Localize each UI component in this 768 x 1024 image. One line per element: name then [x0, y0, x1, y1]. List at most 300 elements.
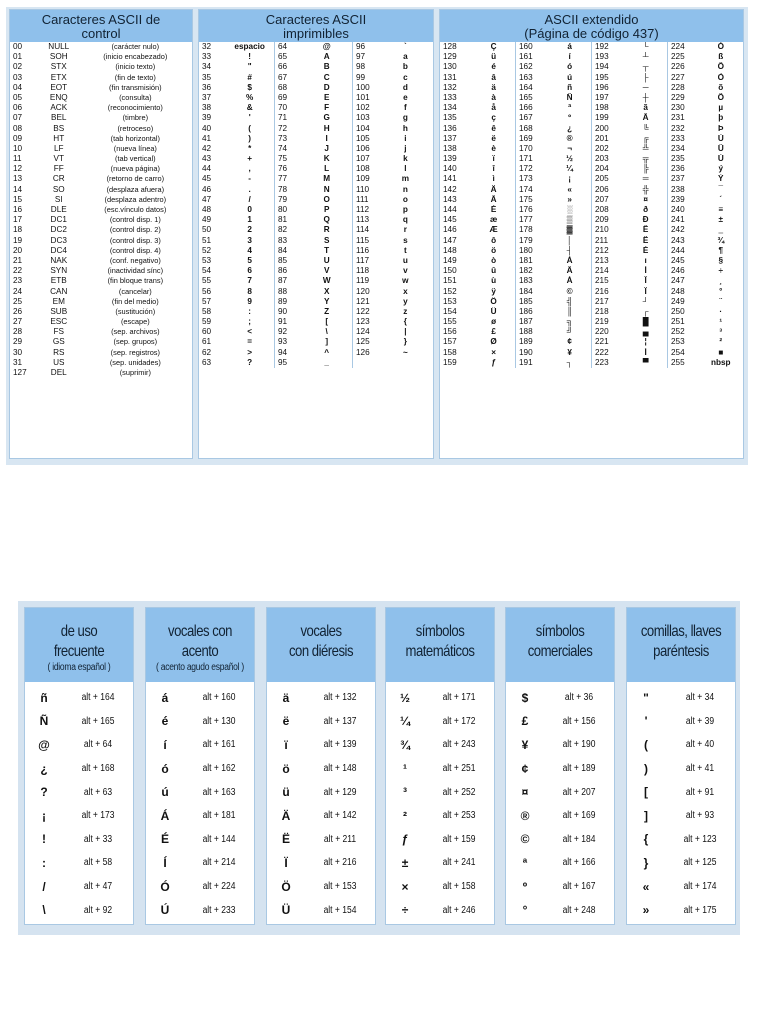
char-code: 75 — [278, 154, 288, 164]
char-glyph: ┐ — [566, 357, 573, 367]
table-row — [353, 62, 431, 72]
char-glyph: I — [325, 133, 328, 143]
shortcut-char: " — [643, 690, 649, 705]
char-glyph: ¦ — [644, 337, 647, 347]
shortcut-box-subtitle: ( acento agudo español ) — [156, 662, 244, 673]
shortcut-box-body — [627, 682, 735, 922]
char-code: 62 — [202, 347, 212, 357]
char-code: 245 — [671, 255, 685, 265]
table-row — [199, 52, 274, 62]
shortcut-char: [ — [644, 785, 648, 800]
char-glyph: G — [323, 113, 330, 123]
shortcut-char: Ë — [281, 832, 290, 847]
shortcut-row — [267, 686, 375, 710]
char-glyph: ░ — [566, 205, 573, 214]
char-code: 35 — [202, 72, 212, 82]
shortcut-alt-code: alt + 132 — [323, 692, 357, 704]
char-abbrev: BS — [53, 123, 65, 133]
char-glyph: 3 — [247, 235, 252, 245]
shortcut-box-header — [267, 608, 375, 682]
table-row — [440, 174, 515, 184]
char-glyph: Y — [323, 296, 330, 306]
table-row — [440, 93, 515, 103]
char-code: 02 — [13, 62, 23, 72]
char-glyph: Å — [490, 194, 497, 204]
table-row — [199, 134, 274, 144]
shortcut-row — [146, 875, 254, 899]
extended-title-line1: ASCII extendido — [544, 12, 639, 27]
table-row — [275, 42, 352, 52]
char-glyph: Ü — [490, 306, 497, 316]
table-row — [275, 358, 352, 368]
char-code: 91 — [278, 317, 288, 327]
table-row — [592, 62, 667, 72]
char-code: 176 — [519, 205, 533, 214]
char-glyph: Ý — [718, 174, 724, 184]
table-row — [275, 256, 352, 266]
char-glyph: Ä — [490, 184, 497, 194]
table-row — [199, 215, 274, 225]
shortcut-char: ² — [403, 808, 407, 823]
table-row — [592, 52, 667, 62]
char-glyph: ´ — [719, 194, 723, 204]
shortcut-char: ¾ — [399, 737, 410, 752]
char-glyph: 5 — [247, 255, 252, 265]
printable-chars-table — [198, 9, 434, 459]
shortcut-row — [25, 875, 133, 899]
char-glyph: N — [323, 184, 330, 194]
char-glyph: Ú — [717, 133, 724, 143]
table-row — [275, 73, 352, 83]
extended-chars-table — [439, 9, 744, 459]
shortcut-row — [146, 828, 254, 852]
table-row — [668, 62, 741, 72]
char-code: 60 — [202, 327, 212, 337]
table-row — [592, 297, 667, 307]
shortcut-char: @ — [38, 737, 50, 752]
char-code: 207 — [595, 194, 609, 204]
shortcut-row — [25, 710, 133, 734]
table-row — [10, 134, 192, 144]
char-glyph: + — [247, 154, 253, 164]
char-code: 185 — [519, 296, 533, 306]
shortcut-char: ƒ — [401, 832, 409, 847]
char-code: 117 — [356, 255, 370, 265]
table-row — [440, 134, 515, 144]
table-row — [440, 144, 515, 154]
char-glyph: ┌ — [642, 306, 649, 316]
table-row — [668, 225, 741, 235]
char-code: 104 — [356, 123, 370, 133]
char-code: 92 — [278, 327, 288, 337]
shortcut-box-body — [267, 682, 375, 922]
char-glyph: R — [323, 225, 330, 235]
table-row — [353, 103, 431, 113]
char-code: 177 — [519, 215, 533, 225]
char-description: (control disp. 3) — [109, 235, 161, 245]
table-row — [10, 42, 192, 52]
char-glyph: ? — [247, 357, 253, 367]
table-row — [516, 307, 591, 317]
table-row — [199, 246, 274, 256]
char-glyph: 2 — [247, 225, 252, 235]
char-glyph: v — [403, 266, 408, 276]
table-row — [440, 205, 515, 215]
control-chars-body — [10, 42, 192, 378]
char-code: 88 — [278, 286, 288, 296]
char-description: (sep. registros) — [110, 347, 160, 357]
char-code: 167 — [519, 113, 533, 123]
char-code: 158 — [443, 347, 457, 357]
table-row — [275, 83, 352, 93]
char-glyph: ü — [491, 52, 497, 62]
char-code: 41 — [202, 133, 212, 143]
table-row — [275, 225, 352, 235]
char-code: 233 — [671, 133, 685, 143]
char-code: 50 — [202, 225, 212, 235]
shortcut-box-title: vocales — [300, 623, 342, 640]
shortcut-box-title-line2: paréntesis — [653, 643, 709, 660]
table-row — [199, 358, 274, 368]
shortcut-char: ¼ — [399, 714, 410, 729]
char-code: 54 — [202, 266, 212, 276]
table-row — [199, 256, 274, 266]
char-glyph: M — [323, 174, 331, 184]
char-code: 165 — [519, 92, 533, 102]
char-glyph: * — [248, 143, 252, 153]
char-glyph: h — [402, 123, 408, 133]
table-row — [668, 276, 741, 286]
table-row — [199, 144, 274, 154]
char-glyph: Ð — [642, 215, 649, 225]
table-row — [353, 164, 431, 174]
table-row — [10, 62, 192, 72]
char-glyph: ║ — [566, 306, 573, 316]
shortcut-row — [146, 710, 254, 734]
char-glyph: Õ — [717, 92, 724, 102]
table-row — [199, 164, 274, 174]
char-glyph: ¨ — [719, 296, 723, 306]
table-row — [592, 73, 667, 83]
table-row — [275, 185, 352, 195]
char-glyph: ¼ — [566, 164, 574, 174]
table-row — [440, 124, 515, 134]
shortcut-alt-code: alt + 93 — [685, 810, 715, 822]
table-row — [199, 236, 274, 246]
table-row — [516, 337, 591, 347]
char-glyph: ÷ — [718, 266, 724, 276]
table-row — [668, 266, 741, 276]
table-row — [199, 62, 274, 72]
char-glyph: ¤ — [643, 194, 648, 204]
char-glyph: y — [403, 296, 408, 306]
char-glyph: ÿ — [491, 286, 496, 296]
char-code: 180 — [519, 245, 533, 255]
shortcut-alt-code: alt + 163 — [202, 786, 236, 798]
char-glyph: ® — [566, 133, 573, 143]
table-row — [353, 52, 431, 62]
char-code: 42 — [202, 143, 212, 153]
extended-column — [440, 42, 516, 368]
shortcut-row — [386, 851, 494, 875]
shortcut-alt-code: alt + 123 — [683, 833, 717, 845]
shortcut-box-body — [25, 682, 133, 922]
char-glyph: l — [404, 164, 407, 174]
shortcut-row — [267, 804, 375, 828]
char-glyph: V — [323, 266, 330, 276]
char-glyph: # — [247, 72, 252, 82]
table-row — [592, 124, 667, 134]
table-row — [668, 337, 741, 347]
char-glyph: ! — [248, 52, 252, 62]
table-row — [668, 93, 741, 103]
char-code: 197 — [595, 92, 609, 102]
table-row — [516, 42, 591, 52]
shortcut-char: ] — [644, 808, 648, 823]
shortcut-box-header — [627, 608, 735, 682]
table-row — [10, 368, 192, 378]
char-code: 129 — [443, 52, 457, 62]
shortcut-alt-code: alt + 174 — [683, 881, 717, 893]
char-glyph: X — [323, 286, 330, 296]
char-code: 39 — [202, 113, 212, 123]
table-row — [440, 246, 515, 256]
table-row — [592, 42, 667, 52]
char-description: (escape) — [120, 317, 150, 327]
table-row — [592, 246, 667, 256]
char-code: 102 — [356, 103, 370, 113]
shortcut-char: ° — [522, 903, 528, 918]
shortcut-char: é — [161, 714, 169, 729]
char-code: 87 — [278, 276, 288, 286]
table-row — [516, 195, 591, 205]
table-row — [199, 266, 274, 276]
shortcut-char: } — [643, 855, 649, 870]
table-row — [440, 337, 515, 347]
table-row — [275, 337, 352, 347]
shortcut-row — [146, 804, 254, 828]
table-row — [353, 73, 431, 83]
char-glyph: û — [491, 266, 497, 276]
char-glyph: _ — [324, 357, 329, 367]
char-description: (carácter nulo) — [111, 42, 160, 51]
table-row — [10, 195, 192, 205]
char-code: 45 — [202, 174, 212, 184]
char-glyph: ─ — [642, 82, 649, 92]
char-glyph: w — [402, 276, 409, 286]
shortcut-char: É — [160, 832, 169, 847]
char-glyph: t — [403, 245, 407, 255]
char-code: 229 — [671, 92, 685, 102]
char-glyph: § — [718, 255, 724, 265]
char-glyph: C — [323, 72, 330, 82]
table-row — [440, 62, 515, 72]
char-glyph: Z — [324, 306, 330, 316]
shortcut-row — [506, 757, 614, 781]
char-glyph: ┬ — [642, 62, 649, 72]
char-glyph: ¿ — [567, 123, 573, 133]
char-glyph: , — [248, 164, 251, 174]
table-row — [10, 307, 192, 317]
char-code: 49 — [202, 215, 212, 225]
printable-chars-header — [199, 10, 433, 42]
shortcut-char: ¥ — [521, 737, 529, 752]
char-glyph: ' — [248, 113, 251, 123]
char-glyph: \ — [325, 327, 328, 337]
char-code: 204 — [595, 164, 609, 174]
table-row — [10, 83, 192, 93]
char-glyph: ╔ — [642, 133, 649, 143]
char-glyph: á — [567, 42, 572, 51]
char-code: 52 — [202, 245, 212, 255]
char-code: 159 — [443, 357, 457, 367]
shortcut-alt-code: alt + 40 — [685, 739, 715, 751]
char-abbrev: STX — [50, 62, 67, 72]
char-code: 216 — [595, 286, 609, 296]
table-row — [516, 93, 591, 103]
table-row — [353, 297, 431, 307]
table-row — [199, 174, 274, 184]
shortcut-alt-code: alt + 58 — [83, 857, 113, 869]
char-code: 190 — [519, 347, 533, 357]
char-code: 80 — [278, 205, 288, 214]
table-row — [199, 297, 274, 307]
table-row — [353, 154, 431, 164]
shortcut-alt-code: alt + 224 — [202, 881, 236, 893]
table-row — [516, 358, 591, 368]
char-code: 130 — [443, 62, 457, 72]
char-code: 03 — [13, 72, 23, 82]
shortcut-box — [385, 607, 495, 925]
shortcut-alt-code: alt + 64 — [83, 739, 113, 751]
char-code: 101 — [356, 92, 370, 102]
shortcut-char: ï — [284, 737, 288, 752]
char-code: 47 — [202, 194, 212, 204]
char-glyph: Ï — [644, 286, 647, 296]
char-code: 192 — [595, 42, 609, 51]
table-row — [592, 358, 667, 368]
char-code: 99 — [356, 72, 366, 82]
char-glyph: Æ — [489, 225, 498, 235]
char-code: 115 — [356, 235, 370, 245]
table-row — [275, 348, 352, 358]
char-code: 100 — [356, 82, 370, 92]
char-glyph: ¾ — [717, 235, 725, 245]
char-code: 98 — [356, 62, 366, 72]
shortcut-row — [25, 804, 133, 828]
char-glyph: 4 — [247, 245, 252, 255]
table-row — [516, 236, 591, 246]
table-row — [440, 287, 515, 297]
table-row — [199, 348, 274, 358]
shortcut-row — [386, 780, 494, 804]
table-row — [353, 185, 431, 195]
char-code: 124 — [356, 327, 370, 337]
char-glyph: ┤ — [566, 245, 573, 255]
char-code: 220 — [595, 327, 609, 337]
char-code: 13 — [13, 174, 23, 184]
char-abbrev: DC3 — [50, 235, 67, 245]
char-glyph: ╩ — [642, 143, 649, 153]
char-code: 146 — [443, 225, 457, 235]
shortcut-char: º — [522, 879, 528, 894]
table-row — [668, 42, 741, 52]
shortcut-char: ½ — [399, 690, 410, 705]
table-row — [516, 256, 591, 266]
control-chars-header — [10, 10, 192, 42]
char-glyph: ╠ — [642, 164, 649, 174]
char-code: 187 — [519, 317, 533, 327]
shortcut-row — [627, 804, 735, 828]
char-code: 199 — [595, 113, 609, 123]
shortcut-box — [505, 607, 615, 925]
table-row — [275, 287, 352, 297]
shortcut-box-subtitle: ( idioma español ) — [47, 662, 111, 673]
char-code: 168 — [519, 123, 533, 133]
char-description: (consulta) — [119, 92, 152, 102]
char-glyph: a — [403, 52, 408, 62]
char-glyph: Ñ — [566, 92, 573, 102]
table-row — [10, 256, 192, 266]
char-code: 217 — [595, 296, 609, 306]
table-row — [440, 215, 515, 225]
char-code: 239 — [671, 194, 685, 204]
char-glyph: Ë — [642, 235, 649, 245]
char-code: 09 — [13, 133, 23, 143]
shortcut-row — [25, 898, 133, 922]
table-row — [668, 185, 741, 195]
char-glyph: p — [402, 205, 408, 214]
char-code: 205 — [595, 174, 609, 184]
char-glyph: Û — [717, 143, 724, 153]
char-code: 225 — [671, 52, 685, 62]
char-code: 147 — [443, 235, 457, 245]
char-glyph: │ — [567, 235, 573, 245]
char-code: 27 — [13, 317, 23, 327]
char-glyph: ã — [643, 103, 648, 113]
char-glyph: b — [402, 62, 408, 72]
shortcut-alt-code: alt + 166 — [562, 857, 596, 869]
shortcut-row — [386, 686, 494, 710]
char-code: 59 — [202, 317, 212, 327]
char-glyph: ^ — [324, 347, 330, 357]
table-row — [275, 195, 352, 205]
char-abbrev: GS — [52, 337, 65, 347]
char-description: (retorno de carro) — [106, 174, 165, 184]
table-row — [353, 225, 431, 235]
char-code: 213 — [595, 255, 609, 265]
char-code: 61 — [202, 337, 212, 347]
char-glyph: O — [323, 194, 330, 204]
table-row — [275, 93, 352, 103]
char-glyph: 7 — [247, 276, 252, 286]
char-description: (esc.vínculo datos) — [104, 205, 167, 214]
shortcut-row — [146, 780, 254, 804]
table-row — [10, 266, 192, 276]
table-row — [199, 93, 274, 103]
shortcut-row — [627, 686, 735, 710]
table-row — [275, 317, 352, 327]
char-glyph: ╚ — [642, 123, 649, 133]
shortcut-row — [627, 710, 735, 734]
shortcut-char: $ — [521, 690, 529, 705]
table-row — [199, 205, 274, 215]
shortcut-char: { — [643, 832, 649, 847]
table-row — [668, 307, 741, 317]
shortcut-alt-code: alt + 214 — [202, 857, 236, 869]
char-code: 186 — [519, 306, 533, 316]
char-code: 253 — [671, 337, 685, 347]
